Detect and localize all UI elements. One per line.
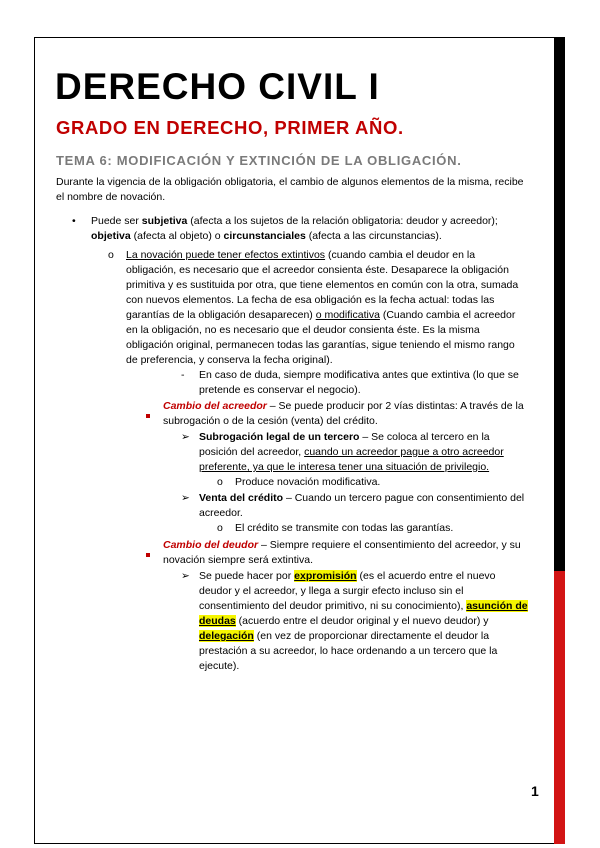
square-bullet-icon — [146, 405, 150, 423]
deudor-para-line-7: ejecute). — [199, 660, 240, 672]
text-span: (Cuando cambia el acreedor — [379, 309, 516, 321]
text-span: Puede ser — [91, 215, 142, 227]
term-expromision: expromisión — [294, 570, 357, 582]
page-number: 1 — [531, 783, 539, 799]
deudor-para-line-6: prestación a su acreedor, lo hace ordenando a un tercero que la — [199, 645, 498, 657]
term-circunstanciales: circunstanciales — [223, 230, 306, 242]
bullet-1-line-1 — [91, 214, 498, 229]
document-subtitle: GRADO EN DERECHO, PRIMER AÑO. — [56, 117, 404, 138]
term-delegacion: delegación — [199, 630, 254, 642]
novacion-lead: La novación puede tener efectos extintivos — [126, 249, 326, 261]
deudor-para-line-4 — [199, 614, 489, 629]
text-span: – Siempre requiere el consentimiento del acreedor, y su — [258, 539, 521, 551]
term-subjetiva: subjetiva — [141, 215, 188, 227]
subrogacion-label: Subrogación legal de un tercero — [199, 431, 360, 443]
venta-label: Venta del crédito — [199, 492, 284, 504]
intro-line-2: el nombre de novación. — [56, 191, 166, 203]
underlined-text: cuando un acreedor pague a otro acreedor — [304, 446, 504, 458]
side-bar-red — [554, 571, 565, 844]
deudor-para-line-1 — [199, 569, 496, 584]
circle-bullet-icon: o — [217, 476, 223, 488]
term-deudas: deudas — [199, 615, 236, 627]
novacion-line-5 — [126, 308, 515, 323]
venta-line-2: acreedor. — [199, 507, 243, 519]
novacion-line-6: en la obligación, no es necesario que el deudor consienta éste. Es la misma — [126, 324, 480, 336]
novacion-line-1 — [126, 248, 475, 263]
circle-bullet-icon: o — [108, 249, 114, 261]
acreedor-line-1 — [163, 399, 524, 414]
circle-bullet-icon: o — [217, 522, 223, 534]
document-title: DERECHO CIVIL I — [55, 66, 380, 107]
side-bar-black — [554, 37, 565, 571]
intro-line-1: Durante la vigencia de la obligación obligatoria, el cambio de algunos elementos de la misma, recibe — [56, 176, 524, 188]
subrogacion-sub: Produce novación modificativa. — [235, 476, 381, 488]
term-objetiva: objetiva — [91, 230, 131, 242]
text-span: (afecta al objeto) o — [130, 230, 224, 242]
venta-line-1 — [199, 491, 524, 506]
text-span: Se puede hacer por — [199, 570, 295, 582]
term-asuncion: asunción de — [466, 600, 528, 612]
bullet-icon: • — [72, 215, 76, 227]
novacion-line-4: con nuevos elementos. La fecha de esa obligación es la fecha actual: todas las — [126, 294, 495, 306]
subrogacion-line-2 — [199, 445, 504, 460]
novacion-line-3: primitiva y es sustituida por otra, que tiene elementos en común con la otra, sumada — [126, 279, 519, 291]
text-span: (cuando cambia el deudor en la — [325, 249, 476, 261]
text-span: (es el acuerdo entre el nuevo — [356, 570, 496, 582]
subrogacion-line-1 — [199, 430, 490, 445]
deudor-para-line-5 — [199, 629, 489, 644]
arrow-bullet-icon: ➢ — [181, 431, 190, 443]
arrow-bullet-icon: ➢ — [181, 492, 190, 504]
text-span: – Cuando un tercero pague con consentimiento del — [283, 492, 525, 504]
venta-sub: El crédito se transmite con todas las garantías. — [235, 522, 454, 534]
bullet-1-line-2 — [91, 229, 442, 244]
text-span: – Se puede producir por 2 vías distintas: A través de la — [266, 400, 524, 412]
text-span: (afecta a las circunstancias). — [305, 230, 442, 242]
duda-line-1: En caso de duda, siempre modificativa antes que extintiva (lo que se — [199, 369, 519, 381]
text-span: consentimiento del deudor primitivo, ni su conocimiento), — [199, 600, 467, 612]
subrogacion-line-3: preferente, ya que le interesa tener una situación de privilegio. — [199, 461, 490, 473]
acreedor-line-2: subrogación o de la cesión (venta) del crédito. — [163, 415, 378, 427]
novacion-line-8: de preferencia, y conserva la fecha original). — [126, 354, 333, 366]
term-modificativa: o modificativa — [315, 309, 380, 321]
deudor-line-2: novación siempre será extintiva. — [163, 554, 313, 566]
duda-line-2: pretende es conservar el negocio). — [199, 384, 361, 396]
novacion-line-7: obligación original, permanecen todas las garantías, sigue teniendo el mismo rango — [126, 339, 515, 351]
text-span: (en vez de proporcionar directamente el deudor la — [253, 630, 490, 642]
text-span: posición del acreedor, — [199, 446, 305, 458]
text-span: – Se coloca al tercero en la — [359, 431, 490, 443]
novacion-line-2: obligación, es necesario que el acreedor consienta éste. Desaparece la obligación — [126, 264, 509, 276]
text-span: (acuerdo entre el deudor original y el nuevo deudor) y — [235, 615, 489, 627]
cambio-deudor-label: Cambio del deudor — [163, 539, 259, 551]
cambio-acreedor-label: Cambio del acreedor — [163, 400, 267, 412]
dash-marker: - — [181, 369, 185, 381]
topic-heading: TEMA 6: MODIFICACIÓN Y EXTINCIÓN DE LA OBLIGACIÓN. — [56, 153, 462, 168]
arrow-bullet-icon: ➢ — [181, 570, 190, 582]
deudor-para-line-3 — [199, 599, 528, 614]
text-span: (afecta a los sujetos de la relación obligatoria: deudor y acreedor); — [187, 215, 498, 227]
deudor-line-1 — [163, 538, 521, 553]
text-span: garantías de la obligación desaparecen) — [126, 309, 316, 321]
square-bullet-icon — [146, 544, 150, 562]
deudor-para-line-2: deudor y el acreedor, y llega a surgir efecto incluso sin el — [199, 585, 464, 597]
